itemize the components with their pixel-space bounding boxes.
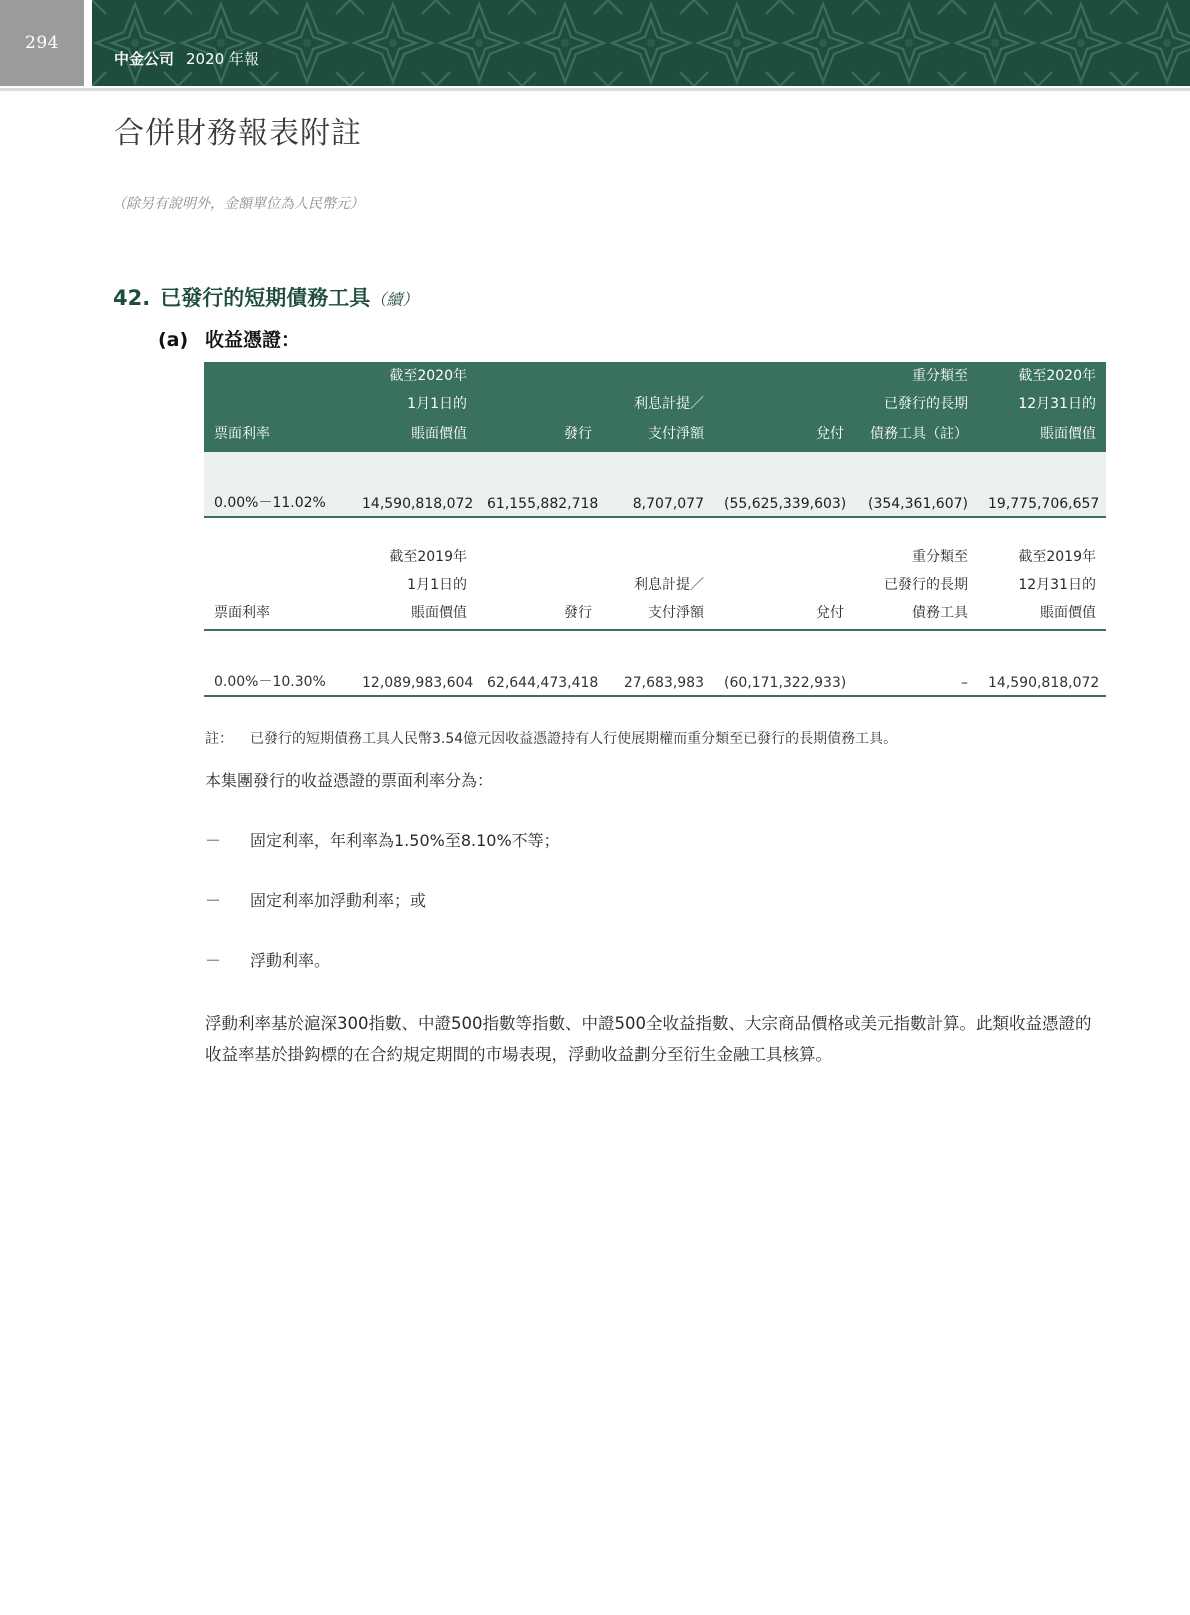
header-banner	[92, 0, 1190, 86]
header-cell	[204, 543, 352, 571]
header-cell: 截至2019年	[389, 549, 467, 565]
table-cell: 61,155,882,718	[477, 452, 602, 517]
header-cell: 重分類至	[854, 362, 978, 390]
list-item-text: 固定利率加浮動利率；或	[250, 891, 427, 910]
header-cell	[714, 390, 854, 418]
header-cell: 兌付	[714, 418, 854, 452]
header-cell: 截至2019年	[1018, 549, 1096, 565]
dash-bullet: －	[205, 891, 222, 910]
table-cell: 27,683,983	[602, 630, 714, 696]
table-cell: –	[854, 630, 978, 696]
header-cell: 利息計提／	[602, 390, 714, 418]
header-cell: 12月31日的	[1018, 577, 1096, 593]
dash-bullet: －	[205, 951, 222, 970]
list-item-text: 固定利率，年利率為1.50%至8.10%不等；	[250, 831, 560, 850]
subsection-title: 收益憑證：	[205, 329, 301, 351]
page-number: 294	[0, 0, 84, 86]
header-cell	[714, 543, 854, 571]
table-cell: (354,361,607)	[854, 452, 978, 517]
table-cell: 0.00%－10.30%	[204, 630, 352, 696]
header-cell	[477, 543, 602, 571]
table-header-row	[204, 543, 1106, 571]
header-cell: 截至2020年	[978, 362, 1106, 390]
dash-bullet: －	[205, 831, 222, 850]
header-title	[114, 0, 259, 86]
header-cell: 重分類至	[912, 549, 968, 565]
header-cell	[602, 543, 714, 571]
unit-note: （除另有說明外，金額單位為人民幣元）	[112, 196, 364, 212]
table-cell: 0.00%－11.02%	[204, 452, 352, 517]
header-cell	[204, 362, 352, 390]
table-header-row	[204, 418, 1106, 452]
header-cell: 賬面價值	[352, 418, 477, 452]
list-item	[205, 828, 560, 851]
footnote	[205, 728, 897, 748]
body-paragraph: 浮動利率基於滬深300指數、中證500指數等指數、中證500全收益指數、大宗商品價格或美元指數計算。此類收益憑證的收益率基於掛鈎標的在合約規定期間的市場表現，浮動收益劃分至衍生金融工具核算。	[205, 1014, 1092, 1064]
table-2019	[204, 543, 1106, 697]
table-header-row	[204, 571, 1106, 599]
subsection-heading	[158, 325, 300, 352]
header-cell: 票面利率	[204, 599, 352, 630]
header-cell: 支付淨額	[602, 418, 714, 452]
table-header-row	[204, 362, 1106, 390]
section-heading	[113, 282, 418, 312]
table-cell: 62,644,473,418	[477, 630, 602, 696]
table-row	[204, 452, 1106, 517]
header-cell: 1月1日的	[352, 390, 477, 418]
table-cell: 12,089,983,604	[352, 630, 477, 696]
table-cell: 14,590,818,072	[352, 452, 477, 517]
header-cell: 賬面價值	[978, 418, 1106, 452]
header-cell	[477, 571, 602, 599]
header-divider	[0, 88, 1190, 91]
header-cell: 發行	[477, 599, 602, 630]
subsection-number: (a)	[158, 329, 189, 351]
company-name: 中金公司	[114, 50, 175, 68]
table-header-row	[204, 390, 1106, 418]
table-cell: 19,775,706,657	[978, 452, 1106, 517]
list-item-text: 浮動利率。	[250, 951, 331, 970]
section-title: 已發行的短期債務工具	[160, 286, 371, 310]
header-cell	[477, 390, 602, 418]
table-cell: (55,625,339,603)	[714, 452, 854, 517]
intro-text: 本集團發行的收益憑證的票面利率分為：	[205, 771, 494, 790]
header-cell: 賬面價值	[978, 599, 1106, 630]
header-cell: 票面利率	[204, 418, 352, 452]
table-2020	[204, 362, 1106, 518]
section-number: 42.	[113, 286, 151, 310]
header-cell: 債務工具	[854, 599, 978, 630]
header-cell: 12月31日的	[978, 390, 1106, 418]
footnote-label: 註：	[205, 731, 233, 747]
table-cell: (60,171,322,933)	[714, 630, 854, 696]
header-cell: 已發行的長期	[884, 577, 968, 593]
list-item	[205, 888, 426, 911]
header-cell: 兌付	[714, 599, 854, 630]
header-cell	[602, 362, 714, 390]
header-cell: 1月1日的	[407, 577, 467, 593]
table-cell: 14,590,818,072	[978, 630, 1106, 696]
header-cell	[204, 390, 352, 418]
report-name: 2020 年報	[186, 50, 259, 68]
header-cell	[714, 362, 854, 390]
header-cell	[714, 571, 854, 599]
table-row	[204, 630, 1106, 696]
header-cell: 利息計提／	[634, 577, 704, 593]
page-title: 合併財務報表附註	[114, 116, 362, 151]
header-cell: 債務工具（註）	[854, 418, 978, 452]
table-header-row	[204, 599, 1106, 630]
footnote-text: 已發行的短期債務工具人民幣3.54億元因收益憑證持有人行使展期權而重分類至已發行的長期債務工具。	[250, 731, 898, 747]
table-cell: 8,707,077	[602, 452, 714, 517]
header-cell: 發行	[477, 418, 602, 452]
header-cell: 已發行的長期	[854, 390, 978, 418]
list-item	[205, 948, 330, 971]
header-cell: 支付淨額	[602, 599, 714, 630]
header-cell: 賬面價值	[352, 599, 477, 630]
header-cell: 截至2020年	[352, 362, 477, 390]
header-cell	[477, 362, 602, 390]
header-cell	[204, 571, 352, 599]
section-continued: （續）	[370, 290, 419, 309]
